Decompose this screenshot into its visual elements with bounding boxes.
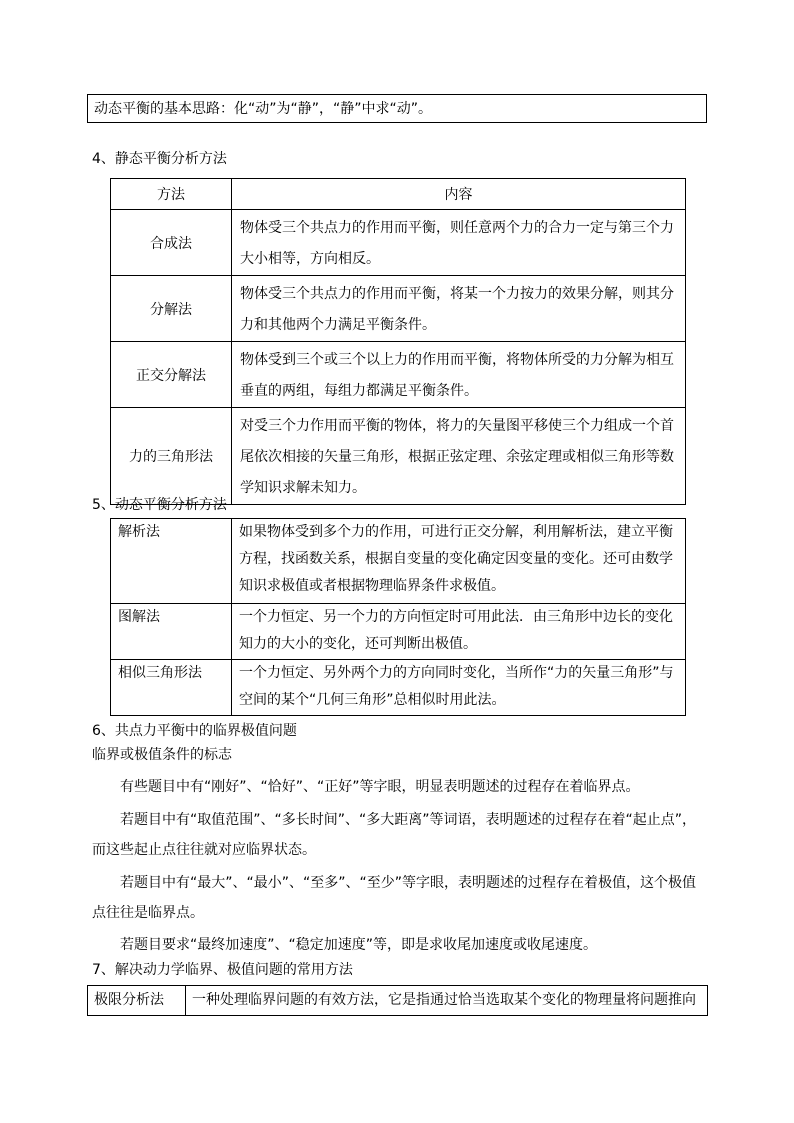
- content-cell: 物体受三个共点力的作用而平衡，将某一个力按力的效果分解，则其分力和其他两个力满足平衡条件。: [232, 276, 686, 342]
- table-row: [111, 660, 686, 716]
- paragraph: 若题目中有“取值范围”、“多长时间”、“多大距离”等词语，表明题述的过程存在着“起止点”，而这些起止点往往就对应临界状态。: [92, 812, 697, 858]
- static-balance-table: [110, 178, 686, 505]
- table-row: [111, 604, 686, 660]
- method-cell: 解析法: [111, 519, 232, 604]
- top-note-box: [87, 94, 707, 123]
- method-cell: 图解法: [111, 604, 232, 660]
- content-cell: 一种处理临界问题的有效方法，它是指通过恰当选取某个变化的物理量将问题推向: [186, 986, 708, 1016]
- content-cell: 对受三个力作用而平衡的物体，将力的矢量图平移使三个力组成一个首尾依次相接的矢量三角形，根据正弦定理、余弦定理或相似三角形等数学知识求解未知力。: [232, 408, 686, 505]
- column-header-method: 方法: [111, 179, 232, 210]
- table-row: [111, 408, 686, 505]
- content-cell: 如果物体受到多个力的作用，可进行正交分解，利用解析法，建立平衡方程，找函数关系，根据自变量的变化确定因变量的变化。还可由数学知识求极值或者根据物理临界条件求极值。: [232, 519, 686, 604]
- method-cell: 极限分析法: [88, 986, 186, 1016]
- content-cell: 一个力恒定、另一个力的方向恒定时可用此法．由三角形中边长的变化知力的大小的变化，还可判断出极值。: [232, 604, 686, 660]
- paragraph: 有些题目中有“刚好”、“恰好”、“正好”等字眼，明显表明题述的过程存在着临界点。: [120, 779, 640, 795]
- dynamic-balance-table: [110, 518, 686, 716]
- method-cell: 正交分解法: [111, 342, 232, 408]
- top-note-text: 动态平衡的基本思路：化“动”为“静”，“静”中求“动”。: [94, 101, 433, 117]
- table-header-row: [111, 179, 686, 210]
- paragraph: 若题目中有“最大”、“最小”、“至多”、“至少”等字眼，表明题述的过程存在着极值，这个极值点往往是临界点。: [92, 875, 697, 921]
- section6-subheading: 临界或极值条件的标志: [92, 747, 232, 763]
- section7-heading: 7、解决动力学临界、极值问题的常用方法: [92, 962, 353, 978]
- paragraph: 若题目要求“最终加速度”、“稳定加速度”等，即是求收尾加速度或收尾速度。: [120, 937, 598, 953]
- dynamics-critical-table: [87, 985, 708, 1016]
- method-cell: 合成法: [111, 210, 232, 276]
- column-header-content: 内容: [232, 179, 686, 210]
- table-row: [111, 210, 686, 276]
- section5-heading: 5、动态平衡分析方法: [92, 497, 227, 513]
- content-cell: 一个力恒定、另外两个力的方向同时变化，当所作“力的矢量三角形”与空间的某个“几何三角形”总相似时用此法。: [232, 660, 686, 716]
- table-row: [111, 342, 686, 408]
- table-row: [111, 276, 686, 342]
- section6-heading: 6、共点力平衡中的临界极值问题: [92, 723, 297, 739]
- content-cell: 物体受到三个或三个以上力的作用而平衡，将物体所受的力分解为相互垂直的两组，每组力都满足平衡条件。: [232, 342, 686, 408]
- content-cell: 物体受三个共点力的作用而平衡，则任意两个力的合力一定与第三个力大小相等，方向相反。: [232, 210, 686, 276]
- method-cell: 分解法: [111, 276, 232, 342]
- table-row: [88, 986, 708, 1016]
- section4-heading: 4、静态平衡分析方法: [92, 151, 227, 167]
- table-row: [111, 519, 686, 604]
- method-cell: 力的三角形法: [111, 408, 232, 505]
- method-cell: 相似三角形法: [111, 660, 232, 716]
